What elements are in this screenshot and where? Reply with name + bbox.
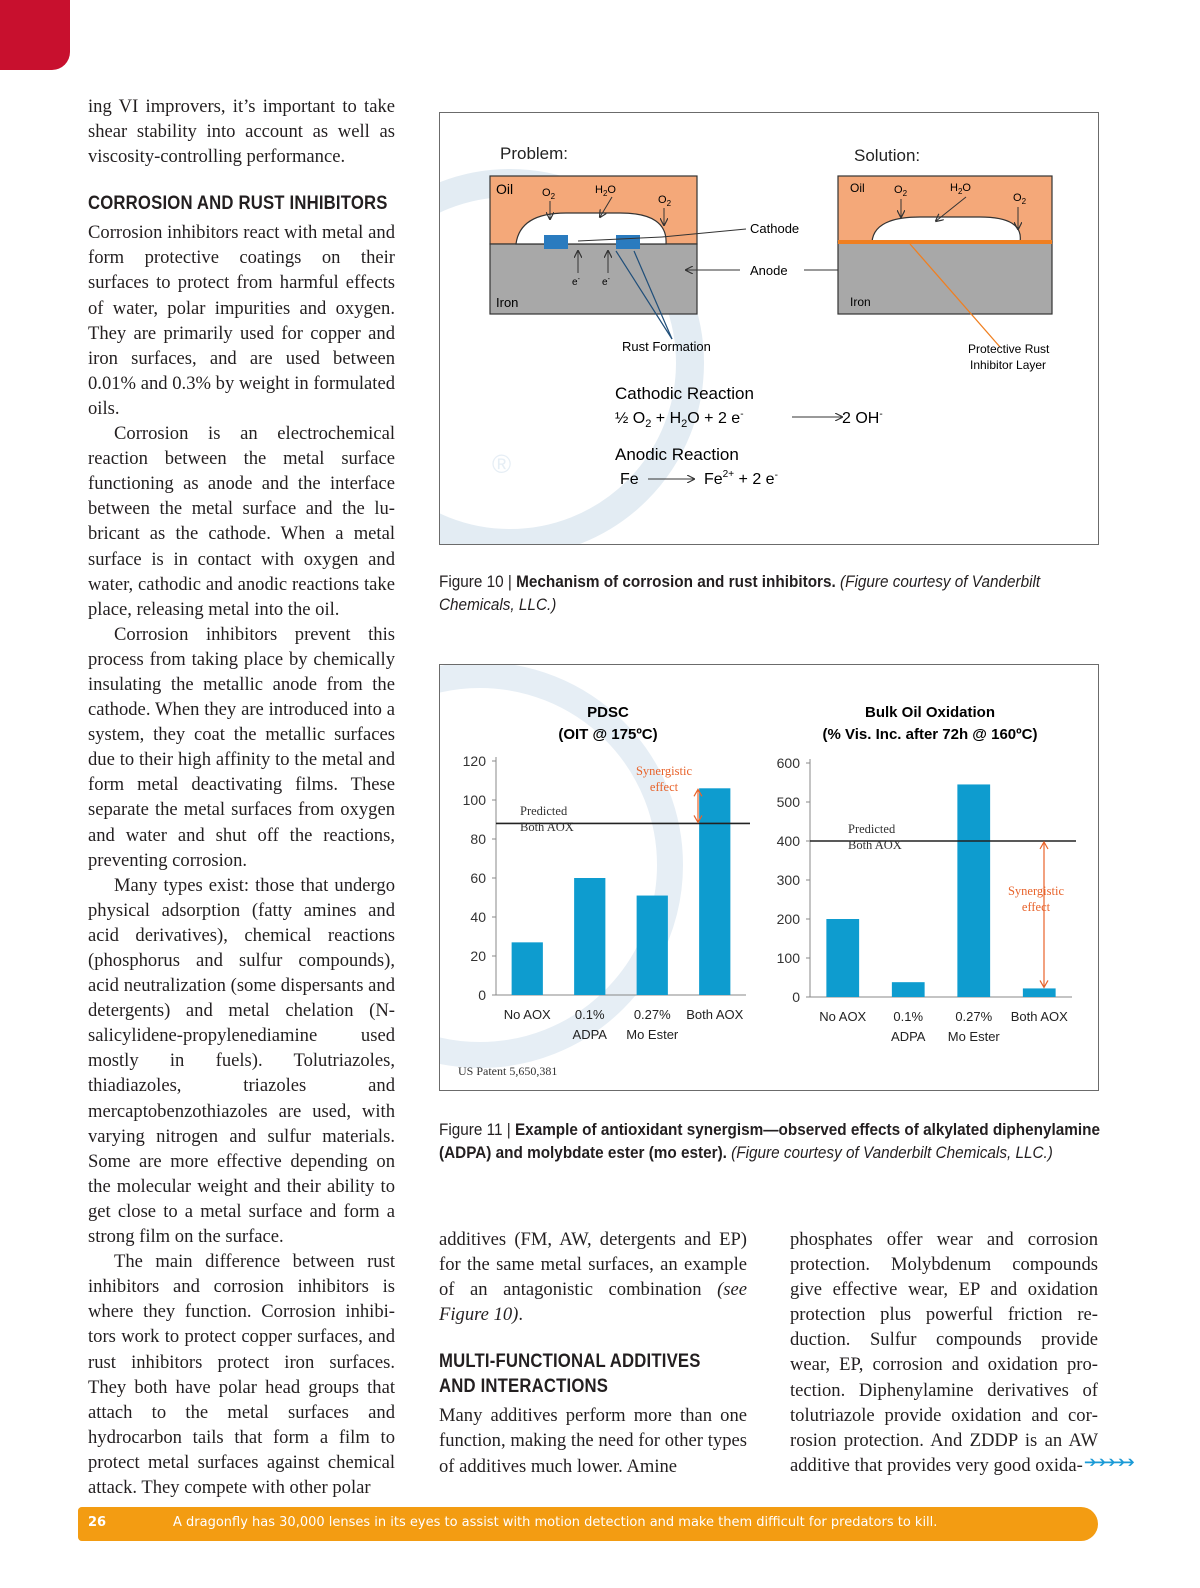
continue-arrows-icon: ➔➔➔➔➔ — [1084, 1453, 1132, 1471]
x-tick-label: 0.27% — [955, 1009, 993, 1024]
y-tick-label: 60 — [470, 870, 486, 886]
paragraph: Corrosion inhibitors prevent this process from taking place by chemically insulating the metallic anode from the cathode. When they are introduced into a system, they coat the metallic surfaces due to their high affinity to the metal and form metal deactivating films. These separate the metal surfaces from oxygen and water and shut off the reactions, preventing corrosion. — [88, 623, 395, 871]
svg-text:O2: $O_2$ — [1013, 192, 1027, 206]
synergy-label: Synergistic — [1007, 884, 1065, 898]
y-tick-label: 500 — [776, 794, 800, 810]
x-tick-label: Both AOX — [686, 1007, 744, 1022]
svg-text:e-: e- — [602, 276, 610, 288]
predicted-label: Predicted — [848, 822, 896, 836]
x-tick-label: No AOX — [819, 1009, 867, 1024]
corrosion-diagram — [440, 113, 1098, 544]
cathodic-reaction-title: Cathodic Reaction — [615, 384, 754, 403]
svg-text:H2O: $H_2O$ — [950, 182, 971, 196]
y-tick-label: 100 — [776, 950, 800, 966]
y-tick-label: 0 — [792, 989, 800, 1005]
anode-label: Anode — [750, 263, 788, 278]
oil-label: Oil — [850, 181, 865, 195]
rust-patch-icon — [544, 235, 568, 249]
text-column-1 — [88, 94, 395, 1500]
anodic-product: $Fe^{2+} + 2$ e- — [704, 469, 778, 488]
paragraph: Corrosion is an electrochemical reaction between the metal surface functioning as anode and the interface between the metal surface and the lubricant as the cathode. When a metal surface is in contact with oxygen and water, cathodic and anodic reactions take place, releasing metal into the oil. — [88, 423, 395, 620]
predicted-label: Both AOX — [848, 838, 902, 852]
bar — [574, 878, 605, 995]
section-heading-multifunctional: MULTI-FUNCTIONAL ADDITIVES AND INTERACTIONS — [439, 1351, 701, 1398]
predicted-label: Predicted — [520, 804, 568, 818]
chart-title: Bulk Oil Oxidation — [864, 704, 996, 721]
section-tab — [0, 0, 70, 70]
x-tick-label: Mo Ester — [626, 1027, 679, 1042]
y-tick-label: 120 — [462, 753, 486, 769]
footer-fact: A dragonfly has 30,000 lenses in its eyes to assist with motion detection and make them difficult for predators to kill. — [173, 1515, 938, 1530]
paragraph: Corrosion inhibitors react with metal and form protective coatings on their surfaces to protect from harmful effects of water, polar impurities and oxygen. They are primarily used for copper and iron surfaces, and are used between 0.01% and 0.3% by weight in formulated oils. — [88, 222, 395, 419]
paragraph: Many types exist: those that undergo physical adsorption (fatty amines and acid derivatives), chemical reactions (phosphorus and sulfur compounds), acid neutralization (some dispersants and detergents) and metal chelation (N-salicylidene-propylenediamine used mostly in fuels). Tolutriazoles, thiadiazoles, triazoles and mercaptobenzothiazoles are used, with varying nitrogen and sulfur materials. Some are more effective depending on the molecular weight and their ability to get close to a metal surface and form a strong film on the surface. — [88, 874, 395, 1248]
chart-subtitle: (OIT @ 175ºC) — [558, 726, 658, 743]
anodic-reactant: Fe — [620, 471, 639, 488]
figure-11-frame — [439, 664, 1099, 1091]
bar — [637, 896, 668, 995]
x-tick-label: 0.27% — [633, 1007, 671, 1022]
y-tick-label: 300 — [776, 872, 800, 888]
antioxidant-synergy-charts — [440, 665, 1098, 1090]
bar — [892, 982, 925, 997]
svg-text:e-: e- — [572, 276, 580, 288]
inhibitor-layer — [838, 240, 1052, 244]
y-tick-label: 100 — [462, 792, 486, 808]
watermark-registered-icon: ® — [492, 449, 512, 479]
figure-10-frame — [439, 112, 1099, 545]
x-tick-label: ADPA — [572, 1027, 607, 1042]
bar — [957, 784, 990, 997]
predicted-label: Both AOX — [520, 820, 574, 834]
iron-label: Iron — [850, 295, 871, 309]
bar — [699, 788, 730, 995]
protective-layer-label: Protective Rust — [968, 342, 1050, 356]
intro-paragraph: ing VI improvers, it’s important to take shear stability into account as well as viscosity-controlling performance. — [88, 96, 395, 168]
y-tick-label: 40 — [470, 909, 486, 925]
figure-11-caption: Figure 11 | Example of antioxidant synergism—observed effects of alkylated diphenylamine (ADPA) and molybdate ester (mo ester). (Figure courtesy of Vanderbilt Chemicals, LLC.) — [439, 1120, 1100, 1162]
solution-label: Solution: — [854, 146, 921, 165]
solution-panel — [838, 176, 1052, 372]
figure-10-caption: Figure 10 | Mechanism of corrosion and rust inhibitors. (Figure courtesy of Vanderbilt Chemicals, LLC.) — [439, 572, 1041, 614]
paragraph: Many additives perform more than one function, making the need for other types of additives much lower. Amine — [439, 1405, 747, 1477]
y-tick-label: 0 — [478, 987, 486, 1003]
paragraph: additives (FM, AW, detergents and EP) for the same metal surfaces, an example of an antagonistic combination (see Figure 10). — [439, 1229, 747, 1326]
text-column-3 — [790, 1227, 1098, 1478]
x-tick-label: ADPA — [891, 1029, 926, 1044]
cathodic-product: 2 OH- — [842, 409, 883, 427]
rust-formation-label: Rust Formation — [622, 339, 711, 354]
cathode-label: Cathode — [750, 221, 800, 236]
x-tick-label: Both AOX — [1010, 1009, 1068, 1024]
svg-text:O2: $O_2$ — [658, 194, 672, 208]
section-heading-corrosion: CORROSION AND RUST INHIBITORS — [88, 193, 388, 215]
svg-text:O2: $O_2$ — [894, 184, 908, 198]
synergy-label: effect — [1021, 900, 1051, 914]
page-number: 26 — [88, 1515, 107, 1530]
oil-label: Oil — [496, 181, 514, 197]
y-tick-label: 20 — [470, 948, 486, 964]
bar — [512, 942, 543, 995]
synergy-label: effect — [649, 780, 679, 794]
svg-text:H2O: $H_2O$ — [595, 184, 616, 198]
chart-subtitle: (% Vis. Inc. after 72h @ 160ºC) — [822, 726, 1038, 743]
y-tick-label: 200 — [776, 911, 800, 927]
rust-patch-icon — [616, 235, 640, 249]
paragraph: phosphates offer wear and corrosion protection. Molybdenum compounds give effective wear, EP and oxidation protection plus powerful friction reduction. Sulfur compounds provide wear, EP, corrosion and oxidation protection. Diphenylamine derivatives of tolutriazole provide oxidation and corrosion protection. And ZDDP is an AW additive that provides very good oxida- — [790, 1229, 1098, 1476]
problem-label: Problem: — [500, 144, 569, 163]
x-tick-label: Mo Ester — [947, 1029, 1000, 1044]
patent-note: US Patent 5,650,381 — [458, 1064, 558, 1078]
footer-bar — [78, 1507, 1098, 1541]
y-tick-label: 80 — [470, 831, 486, 847]
x-tick-label: 0.1% — [893, 1009, 924, 1024]
x-tick-label: 0.1% — [574, 1007, 605, 1022]
problem-panel — [490, 176, 697, 314]
y-tick-label: 600 — [776, 755, 800, 771]
svg-text:O2: $O_2$ — [542, 187, 556, 201]
y-tick-label: 400 — [776, 833, 800, 849]
text-column-2 — [439, 1227, 747, 1479]
water-droplet — [516, 213, 666, 244]
paragraph: The main difference between rust inhibitors and corrosion inhibitors is where they function. Corrosion inhibitors work to protect copper surfaces, and rust inhibitors protect iron surfaces. They both have polar head groups that attach to the metal surfaces and hydrocarbon tails that form a film to protect metal surfaces against chemical attack. They compete with other polar — [88, 1251, 395, 1498]
synergy-label: Synergistic — [635, 764, 693, 778]
bar — [826, 919, 859, 997]
cathodic-equation: ½ $O_2 + H_2O + 2$ e- — [615, 409, 744, 430]
iron-label: Iron — [496, 295, 519, 310]
bar — [1023, 988, 1056, 997]
protective-layer-label: Inhibitor Layer — [970, 358, 1047, 372]
x-tick-label: No AOX — [503, 1007, 551, 1022]
chart-title: PDSC — [587, 704, 629, 721]
anodic-reaction-title: Anodic Reaction — [615, 445, 739, 464]
